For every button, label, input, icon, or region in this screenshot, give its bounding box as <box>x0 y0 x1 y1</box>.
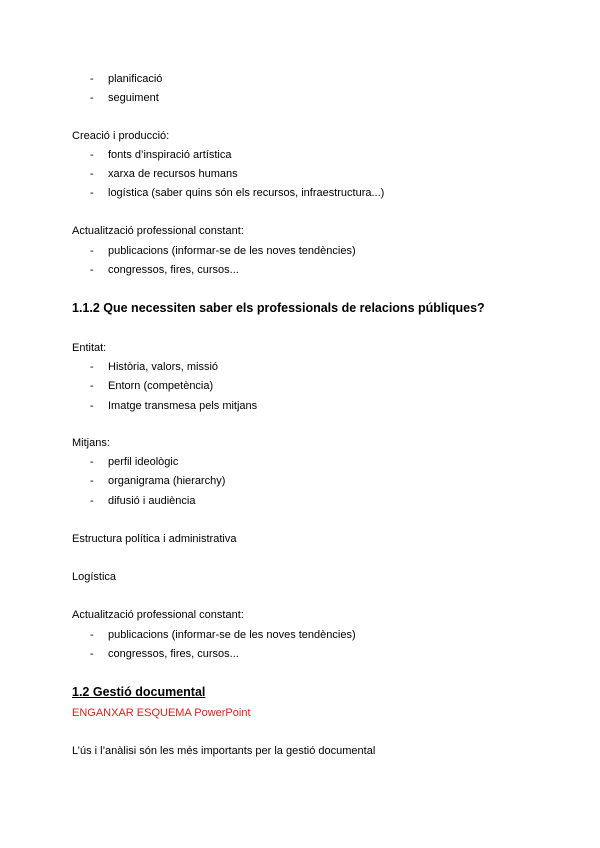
bullet-dash: - <box>90 456 94 468</box>
list-item-text: fonts d’inspiració artística <box>108 149 232 161</box>
bullet-dash: - <box>90 361 94 373</box>
bullet-dash: - <box>90 380 94 392</box>
paragraph: L’ús i l’anàlisi són les més importants per la gestió documental <box>72 745 376 757</box>
list-item-text: Imatge transmesa pels mitjans <box>108 400 258 412</box>
bullet-dash: - <box>90 245 94 257</box>
section-label: Mitjans: <box>72 437 110 449</box>
bullet-dash: - <box>90 92 94 104</box>
bullet-dash: - <box>90 475 94 487</box>
bullet-dash: - <box>90 187 94 199</box>
list-item-text: logística (saber quins són els recursos, infraestructura...) <box>108 187 385 199</box>
bullet-dash: - <box>90 648 94 660</box>
list-item-text: Història, valors, missió <box>108 361 219 373</box>
list-item-text: difusió i audiència <box>108 495 196 507</box>
bullet-dash: - <box>90 168 94 180</box>
list-item-text: planificació <box>108 73 163 85</box>
section-heading: 1.2 Gestió documental <box>72 685 206 699</box>
list-item-text: congressos, fires, cursos... <box>108 264 239 276</box>
paragraph: Logística <box>72 571 117 583</box>
list-item-text: publicacions (informar-se de les noves tendències) <box>108 629 356 641</box>
section-label: Actualització professional constant: <box>72 225 244 237</box>
list-item-text: seguiment <box>108 92 159 104</box>
red-note: ENGANXAR ESQUEMA PowerPoint <box>72 707 251 719</box>
list-item-text: publicacions (informar-se de les noves tendències) <box>108 245 356 257</box>
bullet-dash: - <box>90 73 94 85</box>
bullet-dash: - <box>90 264 94 276</box>
section-heading: 1.1.2 Que necessiten saber els professionals de relacions públiques? <box>72 301 485 315</box>
section-label: Creació i producció: <box>72 130 170 142</box>
bullet-dash: - <box>90 149 94 161</box>
list-item-text: organigrama (hierarchy) <box>108 475 226 487</box>
list-item-text: perfil ideològic <box>108 456 179 468</box>
bullet-dash: - <box>90 629 94 641</box>
list-item-text: congressos, fires, cursos... <box>108 648 239 660</box>
bullet-dash: - <box>90 495 94 507</box>
section-label: Actualització professional constant: <box>72 609 244 621</box>
paragraph: Estructura política i administrativa <box>72 533 237 545</box>
bullet-dash: - <box>90 400 94 412</box>
list-item-text: Entorn (competència) <box>108 380 214 392</box>
section-label: Entitat: <box>72 342 107 354</box>
list-item-text: xarxa de recursos humans <box>108 168 238 180</box>
